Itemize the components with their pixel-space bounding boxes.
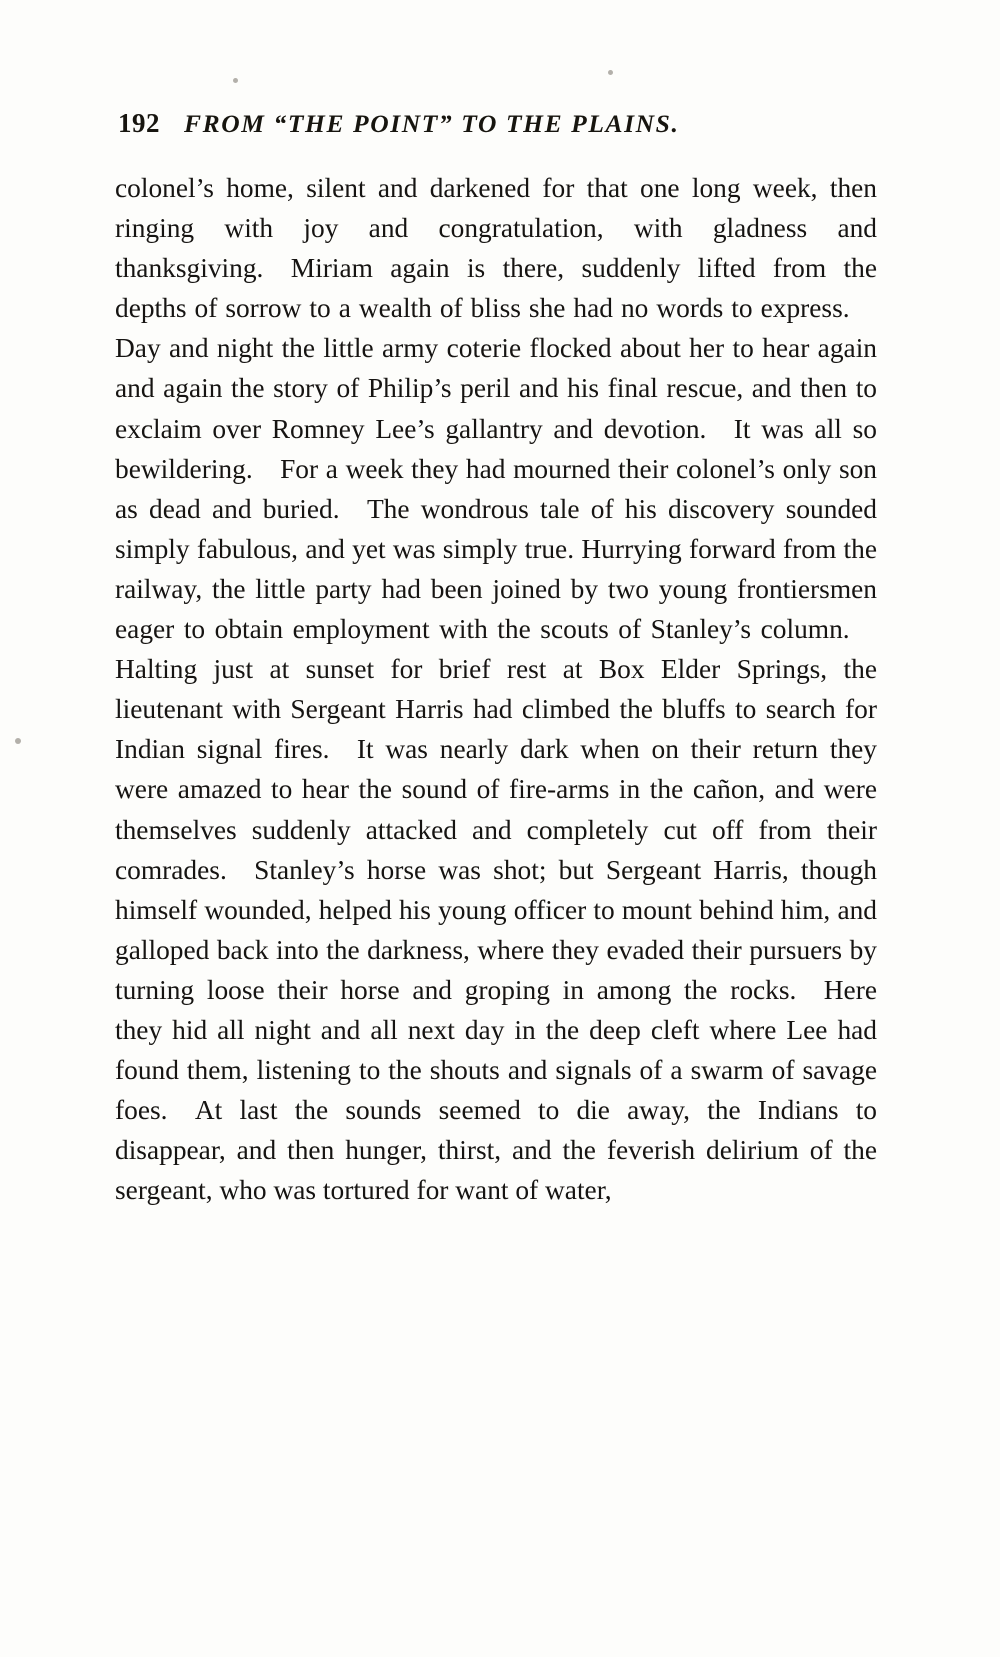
page-title: FROM “THE POINT” TO THE PLAINS. xyxy=(184,109,680,138)
running-head xyxy=(118,108,888,139)
body-text-block xyxy=(115,168,877,1210)
scan-speck-icon xyxy=(15,738,21,744)
page-number: 192 xyxy=(118,108,160,138)
paragraph: colonel’s home, silent and darkened for that one long week, then ringing with joy and congratulation, with gladness and thanksgiving. Miriam again is there, suddenly lifted from the depths of sorrow to a wealth of bliss she had no words to express. Day and night the little army coterie flocked about her to hear again and again the story of Philip’s peril and his final rescue, and then to exclaim over Romney Lee’s gallantry and devotion. It was all so bewildering. For a week they had mourned their colonel’s only son as dead and buried. The wondrous tale of his discovery sounded simply fabulous, and yet was simply true. Hurrying forward from the railway, the little party had been joined by two young frontiersmen eager to obtain employment with the scouts of Stanley’s column. Halting just at sunset for brief rest at Box Elder Springs, the lieutenant with Sergeant Harris had climbed the bluffs to search for Indian signal fires. It was nearly dark when on their return they were amazed to hear the sound of fire-arms in the cañon, and were themselves suddenly attacked and completely cut off from their comrades. Stanley’s horse was shot; but Sergeant Harris, though himself wounded, helped his young officer to mount behind him, and galloped back into the darkness, where they evaded their pursuers by turning loose their horse and groping in among the rocks. Here they hid all night and all next day in the deep cleft where Lee had found them, listening to the shouts and signals of a swarm of savage foes. At last the sounds seemed to die away, the Indians to disappear, and then hunger, thirst, and the feverish delirium of the sergeant, who was tortured for want of water, xyxy=(115,173,877,1206)
scan-speck-icon xyxy=(233,78,238,83)
scan-speck-icon xyxy=(608,70,613,75)
